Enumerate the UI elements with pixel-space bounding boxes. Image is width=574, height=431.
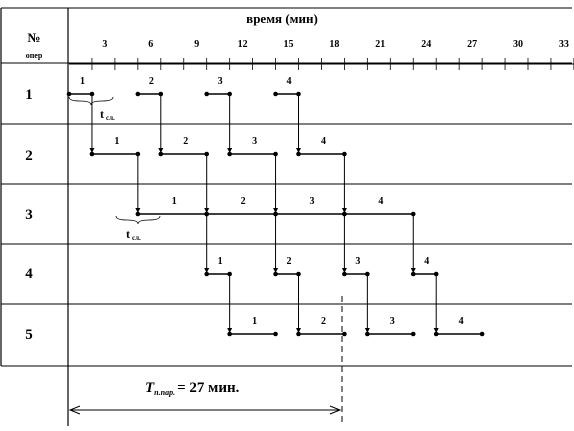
step-label: 4 [378,196,384,207]
step-label: 3 [389,316,395,327]
tick-label: 15 [283,39,294,50]
op-segment [204,256,232,276]
step-label: 1 [217,256,223,267]
interval-label-1: tсл. [100,107,115,122]
op-segment [273,256,301,276]
op-word-label: опер [25,51,43,60]
step-label: 4 [458,316,464,327]
interval-label-2: tсл. [126,227,141,242]
step-label: 2 [286,256,292,267]
op-segment [296,136,347,156]
step-label: 2 [183,136,189,147]
tick-label: 30 [513,39,523,50]
step-label: 3 [355,256,361,267]
op-segment [273,76,301,96]
op-segment [204,196,277,216]
interval-brace-1 [69,97,113,105]
interval-brace-2 [116,216,160,224]
tick-label: 18 [329,39,340,50]
op-segment [411,256,439,276]
tick-label: 21 [375,39,386,50]
op-segment [342,196,415,216]
step-label: 1 [252,316,258,327]
time-axis [69,39,574,70]
table-grid [1,8,572,426]
step-label: 2 [320,316,326,327]
total-duration-label: $T_{п.пар.} = 27$ мин. [145,380,240,397]
step-label: 4 [320,136,326,147]
step-label: 4 [424,256,430,267]
tick-label: 6 [148,39,154,50]
op-segment [296,316,347,336]
tick-label: 27 [467,39,478,50]
schedule-lines [67,76,485,336]
step-label: 3 [252,136,258,147]
tick-label: 3 [102,39,108,50]
step-label: 2 [240,196,246,207]
step-label: 1 [114,136,120,147]
step-label: 4 [286,76,292,87]
step-label: 1 [79,76,85,87]
op-segment [227,136,278,156]
op-segment [365,316,416,336]
op-segment [90,136,141,156]
row-label: 5 [25,327,33,343]
step-label: 3 [309,196,315,207]
step-label: 2 [148,76,154,87]
op-segment [434,316,485,336]
total-duration-arrow [70,406,340,414]
step-label: 3 [217,76,223,87]
op-segment [342,256,370,276]
row-label: 3 [25,207,33,223]
step-label: 1 [171,196,177,207]
row-labels [25,87,33,343]
op-segment [67,76,95,96]
tick-label: 24 [421,39,432,50]
op-segment [136,196,209,216]
op-segment [136,76,164,96]
op-segment [273,196,346,216]
op-segment [227,316,278,336]
tick-label: 33 [558,39,569,50]
row-label: 4 [25,266,33,282]
tick-label: 12 [237,39,248,50]
op-segment [204,76,232,96]
time-title: время (мин) [246,11,318,26]
tick-label: 9 [194,39,200,50]
op-segment [159,136,210,156]
row-label: 1 [25,87,33,103]
row-label: 2 [25,148,33,164]
op-number-label: № [27,30,41,45]
